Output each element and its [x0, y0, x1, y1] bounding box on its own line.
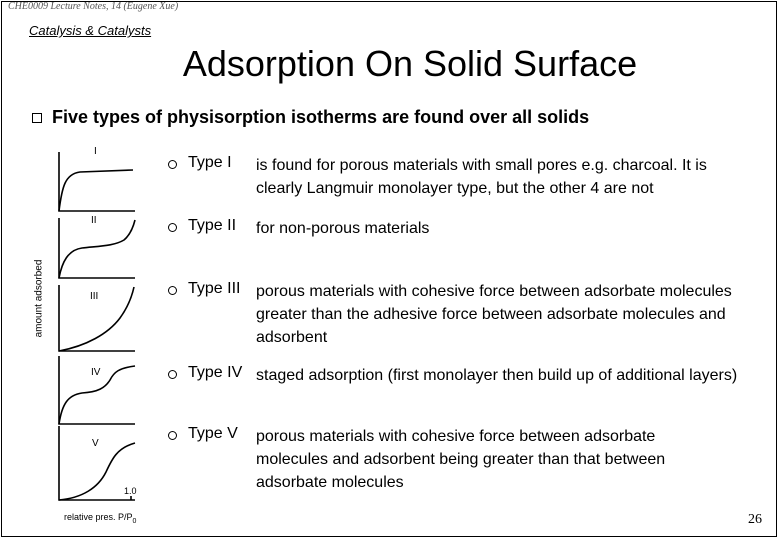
slide-frame — [1, 1, 777, 537]
item-type-1: Type I — [188, 154, 232, 171]
x-axis-label-text: relative pres. P/P — [64, 512, 133, 522]
isotherm-label-III: III — [90, 291, 99, 302]
item-desc-1: is found for porous materials with small pores e.g. charcoal. It is clearly Langmuir monolayer type, but the other 4 are not — [256, 157, 707, 197]
item-type-3: Type III — [188, 280, 241, 297]
item-type-5: Type V — [188, 425, 238, 442]
header-note: CHE0009 Lecture Notes, 14 (Eugene Xue) — [8, 1, 179, 12]
isotherm-label-I: I — [94, 146, 97, 157]
slide-title: Adsorption On Solid Surface — [182, 43, 638, 84]
intro-text: Five types of physisorption isotherms are found over all solids — [52, 107, 590, 127]
x-axis-end-label: 1.0 — [124, 486, 137, 496]
item-desc-5: porous materials with cohesive force between adsorbate molecules and adsorbent being greater than that between adsorbate molecules — [256, 428, 666, 491]
circle-bullet-icon — [168, 370, 177, 379]
isotherm-I-curve — [59, 170, 133, 211]
item-desc-4: staged adsorption (first monolayer then build up of additional layers) — [256, 367, 738, 384]
x-axis-label — [64, 512, 136, 525]
isotherm-label-V: V — [92, 438, 99, 449]
isotherm-I-axes — [59, 152, 135, 211]
isotherm-II-curve — [59, 220, 135, 278]
circle-bullet-icon — [168, 286, 177, 295]
isotherm-label-II: II — [91, 215, 97, 226]
item-desc-3: porous materials with cohesive force between adsorbate molecules greater than the adhesive force between adsorbate molecules and adsorbent — [256, 283, 732, 346]
item-desc-2: for non-porous materials — [256, 220, 430, 237]
circle-bullet-icon — [168, 160, 177, 169]
item-type-4: Type IV — [188, 364, 243, 381]
page-number: 26 — [748, 512, 762, 527]
course-title: Catalysis & Catalysts — [29, 23, 152, 38]
circle-bullet-icon — [168, 223, 177, 232]
x-axis-label-subscript: 0 — [132, 517, 137, 525]
isotherm-II-axes — [59, 218, 135, 278]
item-type-2: Type II — [188, 217, 237, 234]
isotherm-label-IV: IV — [91, 367, 101, 378]
y-axis-label: amount adsorbed — [33, 259, 45, 338]
circle-bullet-icon — [168, 431, 177, 440]
